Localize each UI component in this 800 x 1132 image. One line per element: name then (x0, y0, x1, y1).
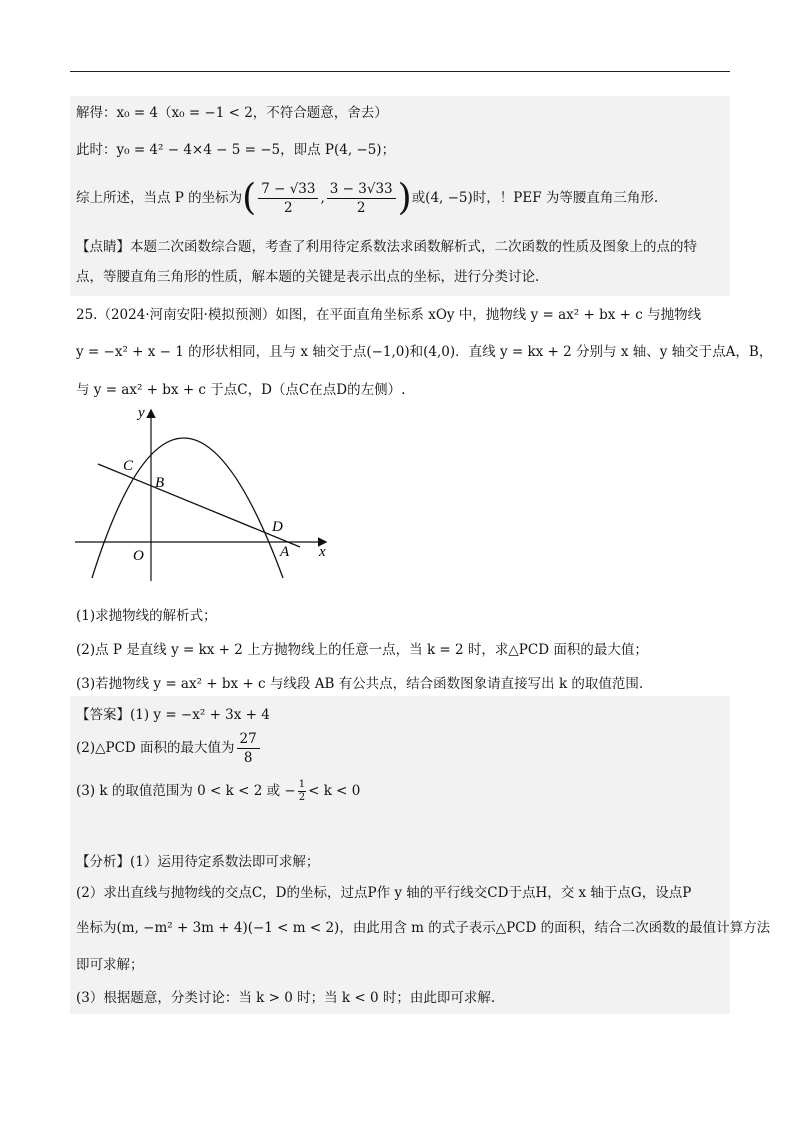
fraction-denominator: 2 (356, 200, 366, 216)
solution-line-3-pre: 综上所述，当点 P 的坐标为 (76, 190, 243, 206)
fraction-numerator: 3 − 3√33 (327, 180, 396, 199)
problem-line-1: 25.（2024·河南安阳·模拟预测）如图，在平面直角坐标系 xOy 中，抛物线 y = ax² + bx + c 与抛物线 (76, 307, 702, 323)
problem-line-3: 与 y = ax² + bx + c 于点C，D（点C在点D的左侧）. (76, 382, 406, 398)
question-3: (3)若抛物线 y = ax² + bx + c 与线段 AB 有公共点，结合函数图象请直接写出 k 的取值范围. (76, 676, 644, 692)
label-y: y (138, 405, 145, 421)
coord-fraction-x (258, 180, 318, 217)
label-d: D (272, 519, 283, 535)
label-origin: O (133, 548, 144, 564)
answer-2 (76, 730, 262, 767)
solution-line-2: 此时：y₀ = 4² − 4×4 − 5 = −5，即点 P(4, −5)； (76, 142, 396, 158)
function-graph (70, 403, 340, 588)
analysis-5: (3）根据题意，分类讨论：当 k > 0 时；当 k < 0 时；由此即可求解. (76, 990, 496, 1006)
line-ab (98, 464, 300, 547)
fraction-denominator: 2 (284, 200, 293, 216)
solution-line-1: 解得：x₀ = 4（x₀ = −1 < 2，不符合题意，舍去） (76, 105, 388, 121)
answer-2-pre: (2)△PCD 面积的最大值为 (76, 740, 235, 756)
solution-line-3: 综上所述，当点 P 的坐标为( $\frac{7 - √33}{2}$ , $\frac{3 - 3√33}{2}$ )或(4, −5)时，！PEF 为等腰直角三角形. (76, 177, 659, 219)
solution-line-3-post: 或(4, −5)时，！PEF 为等腰直角三角形. (411, 190, 659, 206)
answer-1: 【答案】(1) y = −x² + 3x + 4 (76, 707, 270, 723)
fraction-denominator: 8 (243, 750, 253, 766)
label-c: C (123, 458, 134, 474)
fraction-numerator: 1 (298, 779, 306, 790)
comment-line-2: 点，等腰直角三角形的性质，解本题的关键是表示出点的坐标，进行分类讨论. (76, 269, 540, 285)
fraction-denominator: 2 (298, 792, 306, 803)
analysis-3: 坐标为(m, −m² + 3m + 4)(−1 < m < 2)，由此用含 m 的式子表示△PCD 的面积，结合二次函数的最值计算方法 (76, 920, 771, 936)
analysis-2: (2）求出直线与抛物线的交点C，D的坐标，过点P作 y 轴的平行线交CD于点H，交 x 轴于点G，设点P (76, 885, 692, 901)
fraction-numerator: 27 (237, 730, 260, 749)
question-1: (1)求抛物线的解析式； (76, 608, 217, 624)
parabola-curve (92, 438, 283, 578)
label-x: x (319, 544, 326, 560)
answer-3-pre: (3) k 的取值范围为 0 < k < 2 或 − (76, 783, 296, 799)
label-a: A (280, 544, 290, 560)
answer-3 (76, 778, 360, 804)
fraction-numerator: 7 − √33 (258, 180, 318, 199)
problem-line-2: y = −x² + x − 1 的形状相同，且与 x 轴交于点(−1,0)和(4,0)．直线 y = kx + 2 分别与 x 轴、y 轴交于点A，B， (76, 344, 773, 360)
answer-3-fraction (298, 779, 306, 804)
comment-line-1: 【点睛】本题二次函数综合题，考查了利用待定系数法求函数解析式，二次函数的性质及图象上的点的特 (76, 239, 697, 255)
header-rule (70, 71, 730, 72)
coord-fraction-y (327, 180, 396, 217)
answer-3-post: < k < 0 (308, 783, 361, 799)
label-b: B (155, 475, 165, 491)
analysis-1: 【分析】(1）运用待定系数法即可求解； (76, 854, 320, 870)
analysis-4: 即可求解； (76, 957, 144, 973)
answer-2-fraction (237, 730, 260, 767)
right-paren: ) (397, 177, 412, 219)
question-2: (2)点 P 是直线 y = kx + 2 上方抛物线上的任意一点，当 k = 2 时，求△PCD 面积的最大值； (76, 642, 648, 658)
left-paren: ( (242, 177, 257, 219)
